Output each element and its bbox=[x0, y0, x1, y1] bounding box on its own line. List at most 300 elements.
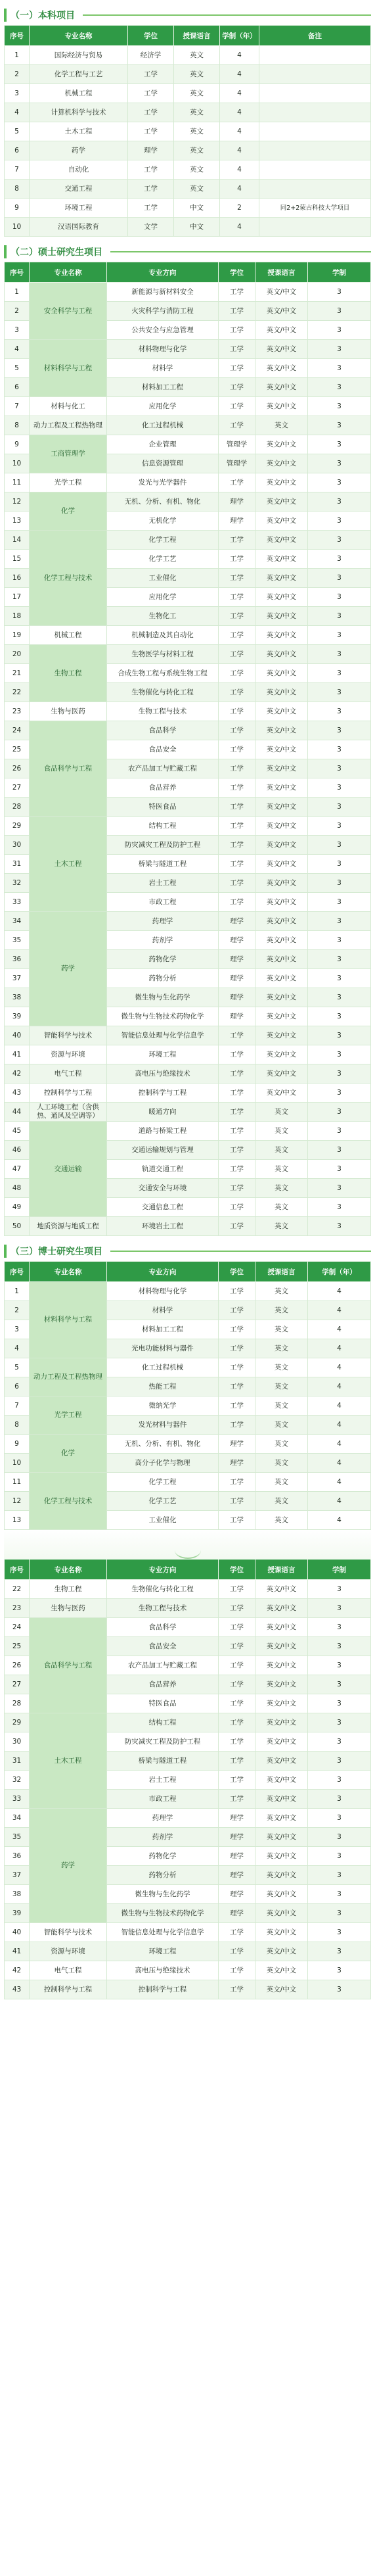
duration-cell: 3 bbox=[308, 1942, 371, 1961]
remarks-cell bbox=[259, 122, 371, 141]
row-number-cell: 42 bbox=[5, 1064, 30, 1084]
row-number-cell: 12 bbox=[5, 1492, 30, 1511]
major-name-cell: 机械工程 bbox=[30, 626, 107, 645]
teaching-language-cell: 英文 bbox=[255, 1103, 308, 1122]
degree-cell: 工学 bbox=[219, 1942, 255, 1961]
section-divider bbox=[110, 1251, 371, 1252]
teaching-language-cell: 英文 bbox=[255, 416, 308, 435]
duration-cell: 3 bbox=[308, 512, 371, 531]
major-direction-cell: 结构工程 bbox=[107, 817, 219, 836]
major-name-cell: 材料与化工 bbox=[30, 397, 107, 416]
major-name-cell: 智能科学与技术 bbox=[30, 1026, 107, 1045]
duration-cell: 3 bbox=[308, 1637, 371, 1656]
degree-cell: 工学 bbox=[219, 321, 255, 340]
major-name-cell: 土木工程 bbox=[30, 122, 128, 141]
table-row bbox=[5, 340, 371, 359]
row-number-cell: 13 bbox=[5, 1511, 30, 1530]
duration-cell: 3 bbox=[308, 454, 371, 473]
table-row bbox=[5, 218, 371, 237]
major-name-cell: 光学工程 bbox=[30, 473, 107, 492]
degree-cell: 工学 bbox=[219, 359, 255, 378]
row-number-cell: 42 bbox=[5, 1961, 30, 1980]
duration-cell: 3 bbox=[308, 1828, 371, 1847]
major-direction-cell: 环境工程 bbox=[107, 1942, 219, 1961]
degree-cell: 工学 bbox=[219, 702, 255, 721]
teaching-language-cell: 英文 bbox=[255, 1416, 308, 1435]
degree-cell: 理学 bbox=[219, 1454, 255, 1473]
degree-cell: 工学 bbox=[219, 1732, 255, 1752]
degree-cell: 工学 bbox=[219, 836, 255, 855]
degree-cell: 工学 bbox=[219, 759, 255, 778]
table-header-row bbox=[5, 262, 371, 283]
teaching-language-cell: 英文/中文 bbox=[255, 1980, 308, 1999]
teaching-language-cell: 英文 bbox=[255, 1377, 308, 1396]
major-direction-cell: 无机、分析、有机、物化 bbox=[107, 1435, 219, 1454]
teaching-language-cell: 英文 bbox=[255, 1141, 308, 1160]
major-direction-cell: 微生物与生化药学 bbox=[107, 988, 219, 1007]
duration-cell: 3 bbox=[308, 321, 371, 340]
duration-cell: 3 bbox=[308, 893, 371, 912]
table-row bbox=[5, 1961, 371, 1980]
row-number-cell: 6 bbox=[5, 1377, 30, 1396]
major-name-cell: 控制科学与工程 bbox=[30, 1980, 107, 1999]
row-number-cell: 28 bbox=[5, 798, 30, 817]
duration-cell: 3 bbox=[308, 836, 371, 855]
table-row bbox=[5, 473, 371, 492]
duration-cell: 4 bbox=[308, 1396, 371, 1416]
duration-cell: 3 bbox=[308, 817, 371, 836]
major-direction-cell: 微生物与生物技术药物化学 bbox=[107, 1007, 219, 1026]
table-row bbox=[5, 626, 371, 645]
duration-cell: 3 bbox=[308, 359, 371, 378]
duration-cell: 4 bbox=[308, 1511, 371, 1530]
teaching-language-cell: 英文/中文 bbox=[255, 1790, 308, 1809]
teaching-language-cell: 英文/中文 bbox=[255, 683, 308, 702]
major-name-cell: 计算机科学与技术 bbox=[30, 103, 128, 122]
major-name-cell: 材料科学与工程 bbox=[30, 340, 107, 397]
duration-cell: 3 bbox=[308, 1980, 371, 1999]
degree-cell: 工学 bbox=[219, 645, 255, 664]
column-header: 专业名称 bbox=[30, 26, 128, 46]
degree-cell: 工学 bbox=[128, 122, 174, 141]
degree-cell: 工学 bbox=[219, 1771, 255, 1790]
row-number-cell: 43 bbox=[5, 1980, 30, 1999]
degree-cell: 理学 bbox=[219, 912, 255, 931]
degree-cell: 工学 bbox=[219, 1473, 255, 1492]
major-direction-cell: 桥梁与隧道工程 bbox=[107, 1752, 219, 1771]
duration-cell: 3 bbox=[308, 416, 371, 435]
degree-cell: 理学 bbox=[219, 969, 255, 988]
duration-cell: 4 bbox=[220, 122, 259, 141]
degree-cell: 工学 bbox=[219, 1961, 255, 1980]
degree-cell: 理学 bbox=[219, 988, 255, 1007]
degree-cell: 工学 bbox=[219, 1618, 255, 1637]
duration-cell: 4 bbox=[220, 84, 259, 103]
remarks-cell bbox=[259, 160, 371, 179]
degree-cell: 工学 bbox=[219, 1198, 255, 1217]
teaching-language-cell: 英文/中文 bbox=[255, 855, 308, 874]
degree-cell: 工学 bbox=[219, 1790, 255, 1809]
remarks-cell bbox=[259, 65, 371, 84]
column-header: 学制（年） bbox=[220, 26, 259, 46]
row-number-cell: 31 bbox=[5, 855, 30, 874]
row-number-cell: 8 bbox=[5, 1416, 30, 1435]
remarks-cell bbox=[259, 46, 371, 65]
row-number-cell: 33 bbox=[5, 1790, 30, 1809]
major-direction-cell: 工业催化 bbox=[107, 569, 219, 588]
major-direction-cell: 应用化学 bbox=[107, 588, 219, 607]
column-header: 专业名称 bbox=[30, 1262, 107, 1282]
teaching-language-cell: 英文/中文 bbox=[255, 721, 308, 740]
duration-cell: 3 bbox=[308, 1847, 371, 1866]
major-direction-cell: 无机、分析、有机、物化 bbox=[107, 492, 219, 512]
table-row bbox=[5, 1282, 371, 1301]
row-number-cell: 37 bbox=[5, 969, 30, 988]
table-header-row bbox=[5, 26, 371, 46]
degree-cell: 理学 bbox=[219, 1809, 255, 1828]
degree-cell: 工学 bbox=[219, 1599, 255, 1618]
teaching-language-cell: 英文/中文 bbox=[255, 1064, 308, 1084]
teaching-language-cell: 英文 bbox=[255, 1198, 308, 1217]
major-direction-cell: 高电压与绝缘技术 bbox=[107, 1961, 219, 1980]
column-header: 序号 bbox=[5, 1262, 30, 1282]
section-header-undergrad bbox=[4, 5, 371, 25]
row-number-cell: 2 bbox=[5, 1301, 30, 1320]
row-number-cell: 31 bbox=[5, 1752, 30, 1771]
row-number-cell: 40 bbox=[5, 1923, 30, 1942]
duration-cell: 3 bbox=[308, 1084, 371, 1103]
major-direction-cell: 药物分析 bbox=[107, 969, 219, 988]
column-header: 授课语言 bbox=[255, 262, 308, 283]
duration-cell: 3 bbox=[308, 931, 371, 950]
degree-cell: 工学 bbox=[219, 855, 255, 874]
duration-cell: 3 bbox=[308, 1618, 371, 1637]
remarks-cell bbox=[259, 103, 371, 122]
degree-cell: 工学 bbox=[219, 817, 255, 836]
duration-cell: 3 bbox=[308, 473, 371, 492]
table-row bbox=[5, 1599, 371, 1618]
teaching-language-cell: 英文 bbox=[255, 1492, 308, 1511]
table-row bbox=[5, 416, 371, 435]
teaching-language-cell: 英文/中文 bbox=[255, 1923, 308, 1942]
row-number-cell: 25 bbox=[5, 740, 30, 759]
teaching-language-cell: 英文/中文 bbox=[255, 836, 308, 855]
degree-cell: 工学 bbox=[219, 340, 255, 359]
major-direction-cell: 合成生物工程与系统生物工程 bbox=[107, 664, 219, 683]
major-direction-cell: 化学工艺 bbox=[107, 550, 219, 569]
row-number-cell: 29 bbox=[5, 1713, 30, 1732]
teaching-language-cell: 英文/中文 bbox=[255, 1809, 308, 1828]
duration-cell: 4 bbox=[308, 1492, 371, 1511]
row-number-cell: 39 bbox=[5, 1007, 30, 1026]
degree-cell: 理学 bbox=[219, 1847, 255, 1866]
degree-cell: 工学 bbox=[219, 1045, 255, 1064]
major-name-cell: 资源与环境 bbox=[30, 1045, 107, 1064]
teaching-language-cell: 英文/中文 bbox=[255, 1026, 308, 1045]
degree-cell: 工学 bbox=[219, 607, 255, 626]
major-direction-cell: 岩土工程 bbox=[107, 1771, 219, 1790]
degree-cell: 工学 bbox=[219, 550, 255, 569]
duration-cell: 4 bbox=[220, 141, 259, 160]
teaching-language-cell: 英文 bbox=[255, 1511, 308, 1530]
major-direction-cell: 生物医学与材料工程 bbox=[107, 645, 219, 664]
table-row bbox=[5, 1064, 371, 1084]
row-number-cell: 23 bbox=[5, 1599, 30, 1618]
degree-cell: 工学 bbox=[219, 1339, 255, 1358]
duration-cell: 3 bbox=[308, 1217, 371, 1236]
table-row bbox=[5, 531, 371, 550]
row-number-cell: 2 bbox=[5, 65, 30, 84]
table-row bbox=[5, 1358, 371, 1377]
major-direction-cell: 药物分析 bbox=[107, 1866, 219, 1885]
major-direction-cell: 药物化学 bbox=[107, 1847, 219, 1866]
table-row bbox=[5, 1580, 371, 1599]
major-direction-cell: 食品安全 bbox=[107, 1637, 219, 1656]
degree-cell: 工学 bbox=[219, 1320, 255, 1339]
duration-cell: 3 bbox=[308, 1179, 371, 1198]
teaching-language-cell: 英文/中文 bbox=[255, 1007, 308, 1026]
teaching-language-cell: 英文/中文 bbox=[255, 1656, 308, 1675]
table-row bbox=[5, 1618, 371, 1637]
degree-cell: 管理学 bbox=[219, 435, 255, 454]
row-number-cell: 10 bbox=[5, 454, 30, 473]
row-number-cell: 7 bbox=[5, 160, 30, 179]
row-number-cell: 9 bbox=[5, 435, 30, 454]
column-header: 授课语言 bbox=[174, 26, 220, 46]
major-name-cell: 动力工程及工程热物理 bbox=[30, 1358, 107, 1396]
major-direction-cell: 特医食品 bbox=[107, 1694, 219, 1713]
degree-cell: 工学 bbox=[219, 740, 255, 759]
row-number-cell: 32 bbox=[5, 874, 30, 893]
degree-cell: 工学 bbox=[219, 893, 255, 912]
duration-cell: 4 bbox=[308, 1339, 371, 1358]
major-direction-cell: 农产品加工与贮藏工程 bbox=[107, 1656, 219, 1675]
major-direction-cell: 材料学 bbox=[107, 1301, 219, 1320]
degree-cell: 工学 bbox=[219, 1377, 255, 1396]
teaching-language-cell: 英文/中文 bbox=[255, 1084, 308, 1103]
major-name-cell: 工商管理学 bbox=[30, 435, 107, 473]
duration-cell: 3 bbox=[308, 1904, 371, 1923]
table-row bbox=[5, 1942, 371, 1961]
duration-cell: 3 bbox=[308, 1026, 371, 1045]
degree-cell: 工学 bbox=[219, 1980, 255, 1999]
row-number-cell: 5 bbox=[5, 359, 30, 378]
duration-cell: 3 bbox=[308, 1675, 371, 1694]
remarks-cell bbox=[259, 179, 371, 199]
major-name-cell: 动力工程及工程热物理 bbox=[30, 416, 107, 435]
teaching-language-cell: 英文/中文 bbox=[255, 1866, 308, 1885]
table-row bbox=[5, 141, 371, 160]
duration-cell: 3 bbox=[308, 1713, 371, 1732]
row-number-cell: 9 bbox=[5, 1435, 30, 1454]
major-direction-cell: 控制科学与工程 bbox=[107, 1084, 219, 1103]
degree-cell: 工学 bbox=[219, 1141, 255, 1160]
major-direction-cell: 药剂学 bbox=[107, 931, 219, 950]
table-row bbox=[5, 1084, 371, 1103]
major-name-cell: 资源与环境 bbox=[30, 1942, 107, 1961]
major-direction-cell: 化工过程机械 bbox=[107, 1358, 219, 1377]
column-header: 序号 bbox=[5, 262, 30, 283]
teaching-language-cell: 英文/中文 bbox=[255, 988, 308, 1007]
major-direction-cell: 微生物与生物技术药物化学 bbox=[107, 1904, 219, 1923]
row-number-cell: 39 bbox=[5, 1904, 30, 1923]
duration-cell: 3 bbox=[308, 1790, 371, 1809]
major-name-cell: 药学 bbox=[30, 141, 128, 160]
teaching-language-cell: 英文 bbox=[174, 160, 220, 179]
degree-cell: 工学 bbox=[128, 103, 174, 122]
row-number-cell: 22 bbox=[5, 683, 30, 702]
teaching-language-cell: 英文/中文 bbox=[255, 340, 308, 359]
major-name-cell: 生物与医药 bbox=[30, 1599, 107, 1618]
major-name-cell: 生物与医药 bbox=[30, 702, 107, 721]
degree-cell: 理学 bbox=[219, 950, 255, 969]
major-name-cell: 化学工程与技术 bbox=[30, 531, 107, 626]
major-direction-cell: 生物催化与转化工程 bbox=[107, 683, 219, 702]
degree-cell: 工学 bbox=[219, 1752, 255, 1771]
major-direction-cell: 微生物与生化药学 bbox=[107, 1885, 219, 1904]
table-row bbox=[5, 645, 371, 664]
major-name-cell: 交通运输 bbox=[30, 1122, 107, 1217]
teaching-language-cell: 英文/中文 bbox=[255, 912, 308, 931]
teaching-language-cell: 英文/中文 bbox=[255, 321, 308, 340]
table-row bbox=[5, 1026, 371, 1045]
row-number-cell: 47 bbox=[5, 1160, 30, 1179]
row-number-cell: 49 bbox=[5, 1198, 30, 1217]
degree-cell: 理学 bbox=[219, 1007, 255, 1026]
row-number-cell: 41 bbox=[5, 1942, 30, 1961]
major-name-cell: 控制科学与工程 bbox=[30, 1084, 107, 1103]
teaching-language-cell: 英文/中文 bbox=[255, 1618, 308, 1637]
major-direction-cell: 食品营养 bbox=[107, 778, 219, 798]
major-name-cell: 土木工程 bbox=[30, 1713, 107, 1809]
degree-cell: 工学 bbox=[219, 683, 255, 702]
continuation-table bbox=[4, 1559, 371, 1999]
teaching-language-cell: 英文/中文 bbox=[255, 798, 308, 817]
duration-cell: 3 bbox=[308, 1923, 371, 1942]
major-name-cell: 材料科学与工程 bbox=[30, 1282, 107, 1358]
teaching-language-cell: 英文 bbox=[174, 179, 220, 199]
row-number-cell: 6 bbox=[5, 378, 30, 397]
duration-cell: 3 bbox=[308, 950, 371, 969]
table-row bbox=[5, 122, 371, 141]
column-header: 学位 bbox=[219, 1262, 255, 1282]
degree-cell: 工学 bbox=[128, 179, 174, 199]
major-name-cell: 智能科学与技术 bbox=[30, 1923, 107, 1942]
table-row bbox=[5, 397, 371, 416]
degree-cell: 理学 bbox=[219, 512, 255, 531]
degree-cell: 工学 bbox=[219, 1656, 255, 1675]
major-direction-cell: 信息资源管理 bbox=[107, 454, 219, 473]
duration-cell: 3 bbox=[308, 855, 371, 874]
table-row bbox=[5, 1122, 371, 1141]
teaching-language-cell: 英文 bbox=[174, 84, 220, 103]
table-header-row bbox=[5, 1560, 371, 1580]
table-row bbox=[5, 283, 371, 302]
teaching-language-cell: 英文/中文 bbox=[255, 283, 308, 302]
major-direction-cell: 环境工程 bbox=[107, 1045, 219, 1064]
major-direction-cell: 药理学 bbox=[107, 1809, 219, 1828]
duration-cell: 3 bbox=[308, 1732, 371, 1752]
column-header: 学位 bbox=[219, 262, 255, 283]
teaching-language-cell: 英文 bbox=[255, 1358, 308, 1377]
major-direction-cell: 热能工程 bbox=[107, 1377, 219, 1396]
column-header: 专业名称 bbox=[30, 262, 107, 283]
table-row bbox=[5, 1217, 371, 1236]
major-direction-cell: 化学工程 bbox=[107, 1473, 219, 1492]
duration-cell: 3 bbox=[308, 1809, 371, 1828]
teaching-language-cell: 英文/中文 bbox=[255, 569, 308, 588]
teaching-language-cell: 英文/中文 bbox=[255, 1713, 308, 1732]
major-direction-cell: 生物工程与技术 bbox=[107, 1599, 219, 1618]
teaching-language-cell: 英文/中文 bbox=[255, 1599, 308, 1618]
duration-cell: 4 bbox=[308, 1282, 371, 1301]
major-direction-cell: 交通运输规划与管理 bbox=[107, 1141, 219, 1160]
major-direction-cell: 化学工艺 bbox=[107, 1492, 219, 1511]
teaching-language-cell: 英文/中文 bbox=[255, 512, 308, 531]
major-direction-cell: 防灾减灾工程及防护工程 bbox=[107, 1732, 219, 1752]
teaching-language-cell: 英文/中文 bbox=[255, 702, 308, 721]
major-direction-cell: 微纳光学 bbox=[107, 1396, 219, 1416]
row-number-cell: 36 bbox=[5, 950, 30, 969]
major-direction-cell: 生物化工 bbox=[107, 607, 219, 626]
duration-cell: 3 bbox=[308, 664, 371, 683]
major-name-cell: 食品科学与工程 bbox=[30, 721, 107, 817]
teaching-language-cell: 英文/中文 bbox=[255, 1847, 308, 1866]
teaching-language-cell: 英文 bbox=[255, 1217, 308, 1236]
major-direction-cell: 暖通方向 bbox=[107, 1103, 219, 1122]
major-name-cell: 化学 bbox=[30, 492, 107, 531]
table-row bbox=[5, 160, 371, 179]
row-number-cell: 4 bbox=[5, 103, 30, 122]
major-direction-cell: 交通安全与环境 bbox=[107, 1179, 219, 1198]
row-number-cell: 21 bbox=[5, 664, 30, 683]
table-row bbox=[5, 817, 371, 836]
row-number-cell: 8 bbox=[5, 416, 30, 435]
duration-cell: 3 bbox=[308, 1007, 371, 1026]
row-number-cell: 8 bbox=[5, 179, 30, 199]
major-direction-cell: 桥梁与隧道工程 bbox=[107, 855, 219, 874]
teaching-language-cell: 英文 bbox=[255, 1320, 308, 1339]
major-name-cell: 机械工程 bbox=[30, 84, 128, 103]
row-number-cell: 7 bbox=[5, 1396, 30, 1416]
row-number-cell: 3 bbox=[5, 84, 30, 103]
degree-cell: 工学 bbox=[219, 874, 255, 893]
teaching-language-cell: 英文/中文 bbox=[255, 1904, 308, 1923]
row-number-cell: 40 bbox=[5, 1026, 30, 1045]
row-number-cell: 6 bbox=[5, 141, 30, 160]
major-name-cell: 地质资源与地质工程 bbox=[30, 1217, 107, 1236]
teaching-language-cell: 英文 bbox=[255, 1301, 308, 1320]
teaching-language-cell: 英文/中文 bbox=[255, 759, 308, 778]
major-name-cell: 化学 bbox=[30, 1435, 107, 1473]
duration-cell: 3 bbox=[308, 1198, 371, 1217]
degree-cell: 工学 bbox=[219, 1492, 255, 1511]
major-direction-cell: 高电压与绝缘技术 bbox=[107, 1064, 219, 1084]
duration-cell: 3 bbox=[308, 1122, 371, 1141]
duration-cell: 4 bbox=[308, 1320, 371, 1339]
degree-cell: 工学 bbox=[219, 626, 255, 645]
row-number-cell: 50 bbox=[5, 1217, 30, 1236]
duration-cell: 3 bbox=[308, 1141, 371, 1160]
major-name-cell: 汉语国际教育 bbox=[30, 218, 128, 237]
teaching-language-cell: 英文 bbox=[174, 141, 220, 160]
degree-cell: 理学 bbox=[219, 1828, 255, 1847]
degree-cell: 理学 bbox=[128, 141, 174, 160]
column-header: 授课语言 bbox=[255, 1262, 308, 1282]
row-number-cell: 4 bbox=[5, 1339, 30, 1358]
major-direction-cell: 食品科学 bbox=[107, 1618, 219, 1637]
duration-cell: 3 bbox=[308, 1866, 371, 1885]
